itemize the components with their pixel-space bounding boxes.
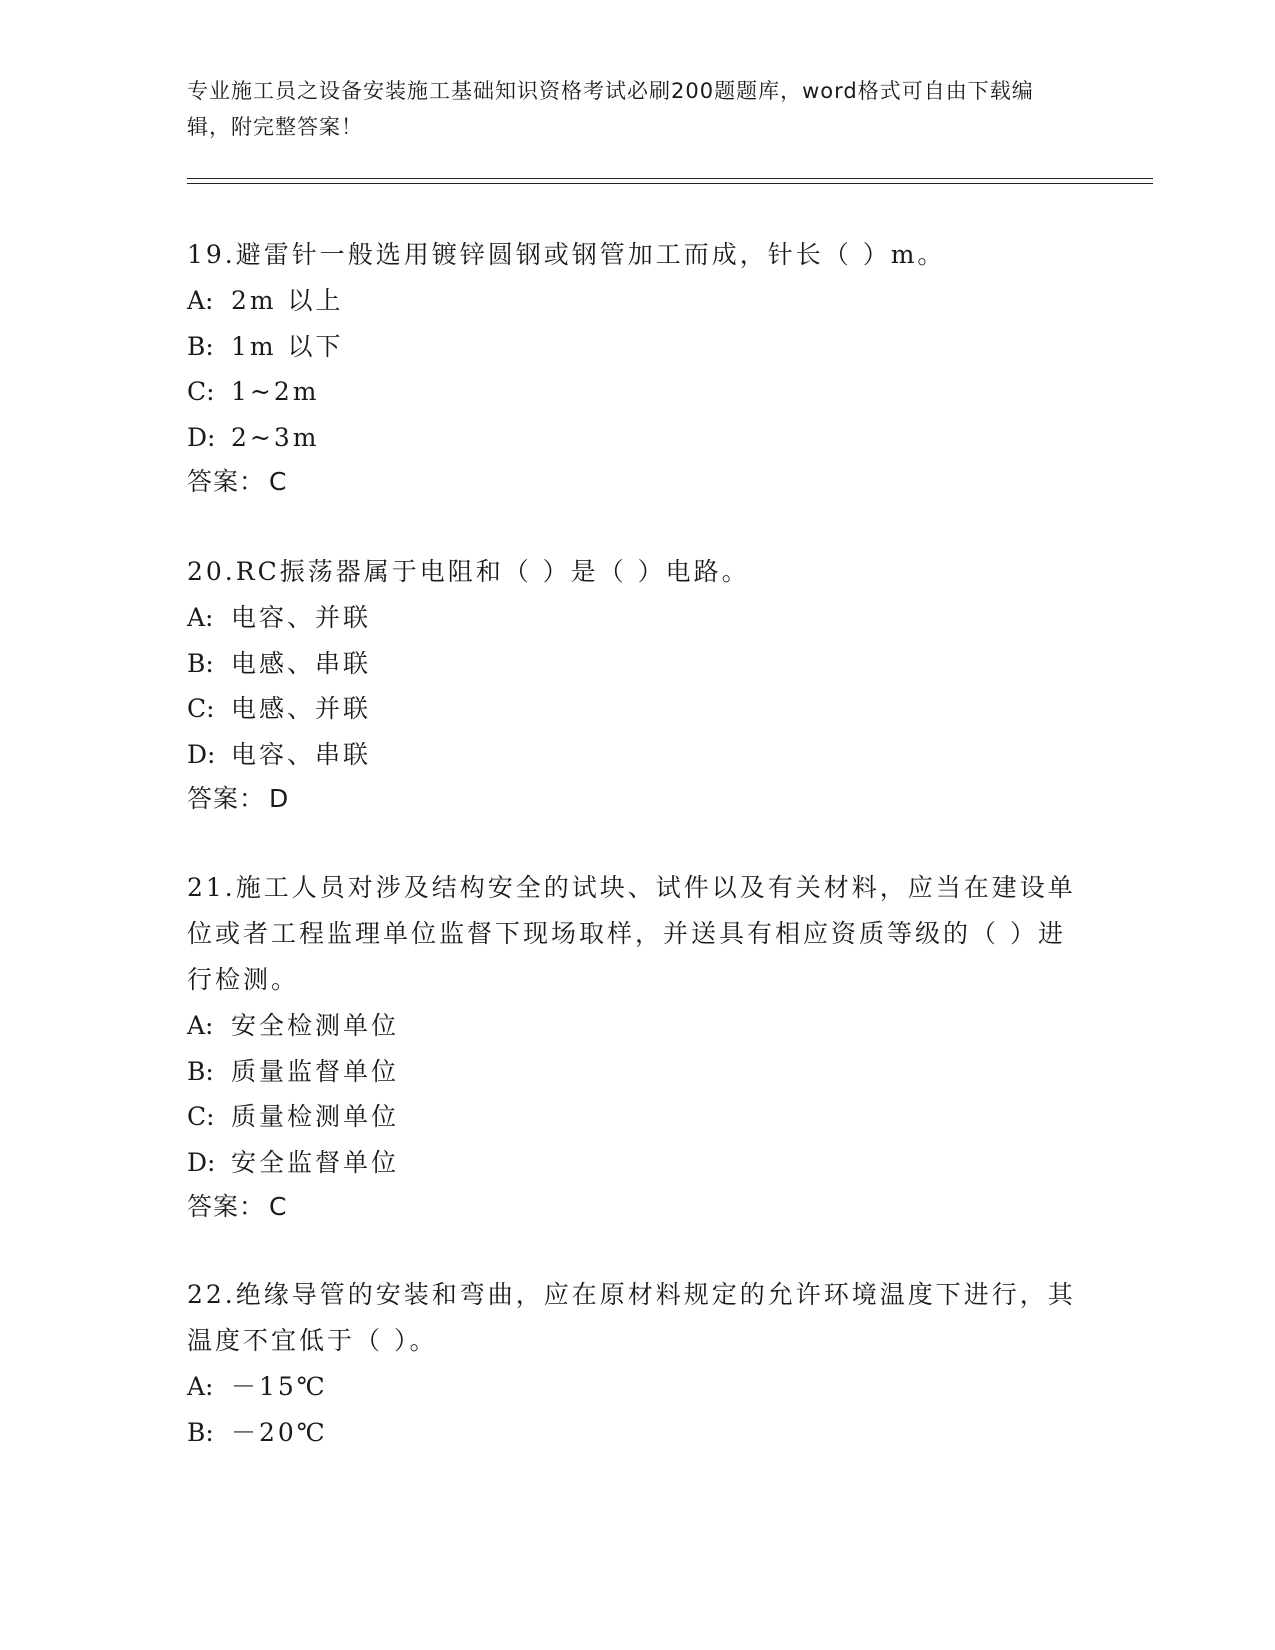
- option-text: 1~2m: [231, 377, 320, 406]
- option-key: A:: [187, 603, 214, 632]
- document-header: 专业施工员之设备安装施工基础知识资格考试必刷200题题库，word格式可自由下载编辑，附完整答案！: [187, 79, 1034, 139]
- option-text: 2m 以上: [231, 286, 344, 315]
- option-b: [187, 641, 1087, 687]
- option-text: 电感、串联: [231, 648, 372, 678]
- option-c: [187, 1094, 1087, 1140]
- question-text: 22.绝缘导管的安装和弯曲，应在原材料规定的允许环境温度下进行，其温度不宜低于（ ）。: [187, 1280, 1076, 1355]
- option-text: 质量检测单位: [231, 1102, 400, 1131]
- option-a: [187, 595, 1087, 641]
- option-text: 电容、并联: [231, 603, 372, 632]
- option-key: D:: [187, 739, 216, 769]
- option-text: 电容、串联: [231, 739, 372, 769]
- option-b: [187, 1049, 1087, 1095]
- option-text: －15℃: [231, 1372, 328, 1401]
- option-c: [187, 686, 1087, 732]
- option-key: D:: [187, 1147, 216, 1177]
- option-a: [187, 278, 1087, 324]
- question-19: [187, 232, 1087, 504]
- option-text: 安全检测单位: [231, 1011, 400, 1040]
- option-key: D:: [187, 422, 216, 452]
- answer-label: 答案：: [187, 467, 266, 496]
- option-d: [187, 1140, 1087, 1186]
- question-text: 19.避雷针一般选用镀锌圆钢或钢管加工而成，针长（ ）m。: [187, 240, 946, 269]
- question-20: [187, 549, 1087, 821]
- option-key: B:: [187, 331, 214, 361]
- question-21: [187, 865, 1087, 1229]
- option-key: C:: [187, 1102, 215, 1131]
- option-d: [187, 415, 1087, 461]
- answer-label: 答案：: [187, 1192, 266, 1221]
- option-a: [187, 1003, 1087, 1049]
- option-d: [187, 732, 1087, 778]
- answer-value: C: [269, 1192, 288, 1221]
- option-key: C:: [187, 694, 215, 723]
- answer-line: [187, 460, 1087, 504]
- option-text: 1m 以下: [231, 331, 344, 361]
- question-text: 21.施工人员对涉及结构安全的试块、试件以及有关材料，应当在建设单位或者工程监理单位监督下现场取样，并送具有相应资质等级的（ ）进行检测。: [187, 873, 1076, 994]
- header-divider-bottom: [187, 183, 1153, 184]
- option-b: [187, 1410, 1087, 1456]
- option-b: [187, 324, 1087, 370]
- option-text: 电感、并联: [231, 694, 372, 723]
- header-divider-top: [187, 178, 1153, 179]
- option-text: 安全监督单位: [231, 1147, 400, 1177]
- question-text: 20.RC振荡器属于电阻和（ ）是（ ）电路。: [187, 557, 750, 586]
- option-text: －20℃: [231, 1417, 328, 1447]
- answer-value: C: [269, 467, 288, 496]
- option-a: [187, 1364, 1087, 1410]
- option-key: A:: [187, 286, 214, 315]
- option-key: B:: [187, 1417, 214, 1447]
- answer-value: D: [269, 784, 290, 813]
- option-c: [187, 369, 1087, 415]
- option-text: 2~3m: [231, 422, 320, 452]
- answer-line: [187, 1185, 1087, 1229]
- answer-line: [187, 777, 1087, 821]
- option-key: C:: [187, 377, 215, 406]
- option-key: B:: [187, 648, 214, 678]
- option-key: A:: [187, 1372, 214, 1401]
- option-key: A:: [187, 1011, 214, 1040]
- answer-label: 答案：: [187, 784, 266, 813]
- question-22: [187, 1272, 1087, 1455]
- option-key: B:: [187, 1056, 214, 1086]
- option-text: 质量监督单位: [231, 1056, 400, 1086]
